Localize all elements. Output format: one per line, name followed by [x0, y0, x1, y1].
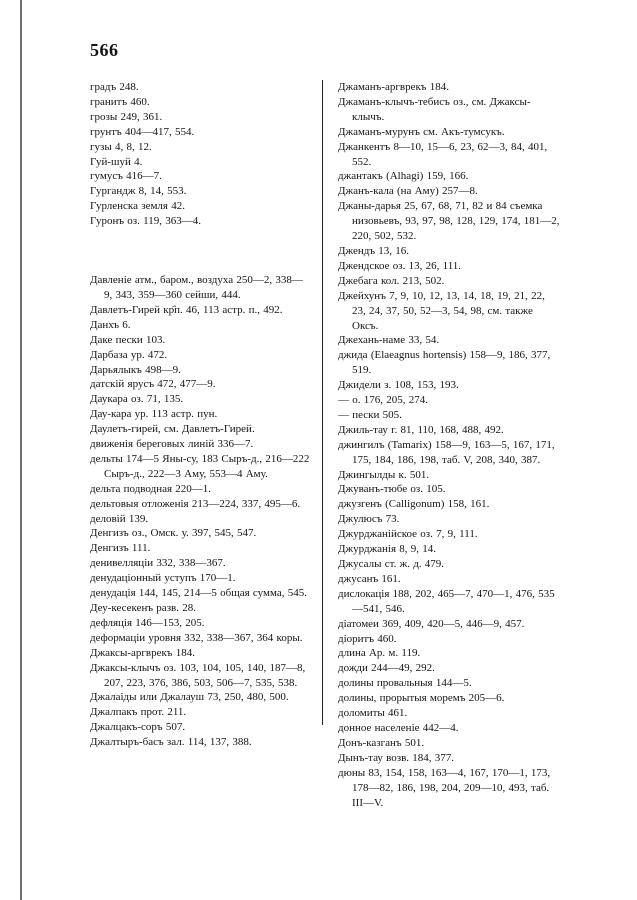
index-entry: джантакъ (Alhagi) 159, 166.: [338, 170, 469, 183]
index-entry: джузгенъ (Calligonum) 158, 161.: [338, 498, 490, 511]
index-group-d: [90, 273, 310, 750]
index-entry: движенія береговых линій 336—7.: [90, 438, 254, 451]
index-entry: Деу-кесекенъ разв. 28.: [90, 602, 196, 614]
index-entry: гумусъ 416—7.: [90, 170, 162, 183]
index-entry: Даукара оз. 71, 135.: [90, 393, 184, 406]
index-entry: Дау-кара ур. 113 астр. пун.: [90, 408, 218, 421]
index-entry: Джурджанійское оз. 7, 9, 111.: [338, 528, 478, 541]
index-entry: Донъ-казганъ 501.: [338, 736, 425, 749]
index-entry: джингилъ (Tamarix) 158—9, 163—5, 167, 171, 175, 184, 186, 198, таб. V, 208, 340, 387.: [338, 438, 555, 466]
index-entry: Джаны-дарья 25, 67, 68, 71, 82 и 84 съемка низовьевъ, 93, 97, 98, 128, 129, 174, 181—2, 220, 502, 532.: [338, 200, 560, 243]
index-entry: Денгизъ 111.: [90, 542, 151, 555]
index-entry: Джидели з. 108, 153, 193.: [338, 379, 459, 392]
index-entry: Джусалы ст. ж. д. 479.: [338, 558, 445, 570]
index-entry: — пески 505.: [338, 408, 402, 421]
index-column-left: [90, 80, 310, 750]
index-entry: грунтъ 404—417, 554.: [90, 125, 195, 138]
index-entry: Гургандж 8, 14, 553.: [90, 185, 187, 198]
index-entry: дельты 174—5 Яны-су, 183 Сыръ-д., 216—222 Сыръ-д., 222—3 Аму, 553—4 Аму.: [90, 452, 310, 480]
index-entry: Гуронъ оз. 119, 363—4.: [90, 215, 201, 228]
group-spacer: [90, 229, 310, 273]
index-entry: — о. 176, 205, 274.: [338, 394, 428, 407]
index-entry: джида (Elaeagnus hortensis) 158—9, 186, 377, 519.: [338, 349, 551, 377]
index-entry: Джаманъ-мурунъ см. Акъ-тумсукъ.: [338, 125, 505, 138]
index-entry: денивелляціи 332, 338—367.: [90, 557, 226, 570]
index-entry: Дарьялыкъ 498—9.: [90, 363, 181, 376]
index-entry: Джехань-наме 33, 54.: [338, 334, 440, 347]
index-entry: Джалпакъ прот. 211.: [90, 706, 187, 719]
index-entry: дефляція 146—153, 205.: [90, 616, 205, 629]
index-entry: Джуванъ-тюбе оз. 105.: [338, 483, 446, 496]
index-entry: Джалаіды или Джалауш 73, 250, 480, 500.: [90, 691, 289, 704]
index-entry: доломиты 461.: [338, 707, 408, 720]
index-entry: Джулюсъ 73.: [338, 513, 400, 526]
index-entry: Гуй-шуй 4.: [90, 155, 143, 168]
page-binding-edge: [20, 0, 22, 900]
index-entry: деформаціи уровня 332, 338—367, 364 коры.: [90, 631, 303, 644]
index-entry: Данхъ 6.: [90, 318, 131, 331]
index-entry: деловій 139.: [90, 512, 149, 525]
index-entry: Джаксы-аргврекъ 184.: [90, 646, 195, 659]
index-group-d-continued: [338, 80, 560, 810]
index-entry: Гурленска земля 42.: [90, 200, 185, 213]
index-entry: Джаманъ-клычъ-тебисъ оз., см. Джаксы-клычъ.: [338, 95, 531, 123]
index-entry: Джурджанія 8, 9, 14.: [338, 543, 437, 556]
index-entry: Дынъ-тау возв. 184, 377.: [338, 751, 455, 764]
index-entry: Дарбаза ур. 472.: [90, 348, 168, 361]
index-entry: дожди 244—49, 292.: [338, 662, 435, 675]
index-entry: Даке пески 103.: [90, 333, 166, 346]
page-number: 566: [90, 40, 119, 60]
index-entry: Джаксы-клычъ оз. 103, 104, 105, 140, 187—8, 207, 223, 376, 386, 503, 506—7, 535, 538.: [90, 661, 306, 689]
index-entry: Джингылды к. 501.: [338, 468, 430, 481]
index-entry: денудація 144, 145, 214—5 общая сумма, 545.: [90, 587, 307, 600]
index-entry: дельта подводная 220—1.: [90, 482, 212, 495]
index-entry: гранитъ 460.: [90, 95, 150, 108]
index-entry: Джебага кол. 213, 502.: [338, 274, 445, 287]
index-entry: датскій ярусъ 472, 477—9.: [90, 378, 216, 391]
index-entry: Давленіе атм., баром., воздуха 250—2, 338—9, 343, 359—360 сейши, 444.: [90, 274, 303, 301]
index-entry: грозы 249, 361.: [90, 110, 163, 123]
index-entry: Джанъ-кала (на Аму) 257—8.: [338, 185, 478, 198]
index-entry: джусанъ 161.: [338, 572, 401, 585]
index-entry: Давлетъ-Гирей кр҄п. 46, 113 астр. п., 492.: [90, 303, 283, 316]
index-entry: діатомеи 369, 409, 420—5, 446—9, 457.: [338, 617, 525, 630]
index-entry: Джиль-тау г. 81, 110, 168, 488, 492.: [338, 423, 504, 436]
index-entry: Джендское оз. 13, 26, 111.: [338, 259, 462, 272]
index-entry: Джалцакъ-соръ 507.: [90, 721, 186, 734]
column-divider: [322, 80, 323, 725]
index-entry: донное населеніе 442—4.: [338, 721, 459, 734]
index-entry: дислокація 188, 202, 465—7, 470—1, 476, 535—541, 546.: [338, 587, 555, 615]
index-entry: долины, прорытыя моремъ 205—6.: [338, 692, 505, 705]
index-entry: гузы 4, 8, 12.: [90, 140, 152, 153]
index-entry: денудаціонный уступъ 170—1.: [90, 572, 236, 585]
index-entry: Джендъ 13, 16.: [338, 244, 410, 257]
index-group-g: [90, 80, 310, 229]
index-entry: градъ 248.: [90, 81, 139, 93]
index-entry: Денгизъ оз., Омск. у. 397, 545, 547.: [90, 527, 257, 540]
index-entry: Джейхунъ 7, 9, 10, 12, 13, 14, 18, 19, 21, 22, 23, 24, 37, 50, 52—3, 54, 98, см. также Оксъ.: [338, 289, 545, 332]
index-column-right: [338, 80, 560, 810]
index-entry: Джаманъ-аргврекъ 184.: [338, 81, 449, 93]
index-entry: Джалтыръ-басъ зал. 114, 137, 388.: [90, 736, 252, 749]
index-entry: длина Ар. м. 119.: [338, 647, 421, 660]
index-entry: дельтовыя отложенія 213—224, 337, 495—6.: [90, 497, 301, 510]
index-entry: діоритъ 460.: [338, 632, 397, 645]
index-entry: долины провальныя 144—5.: [338, 677, 472, 690]
index-entry: дюны 83, 154, 158, 163—4, 167, 170—1, 173, 178—82, 186, 198, 204, 209—10, 493, таб. III—V.: [338, 766, 551, 809]
index-entry: Даулетъ-гирей, см. Давлетъ-Гирей.: [90, 423, 255, 436]
index-entry: Джанкентъ 8—10, 15—6, 23, 62—3, 84, 401, 552.: [338, 140, 548, 168]
